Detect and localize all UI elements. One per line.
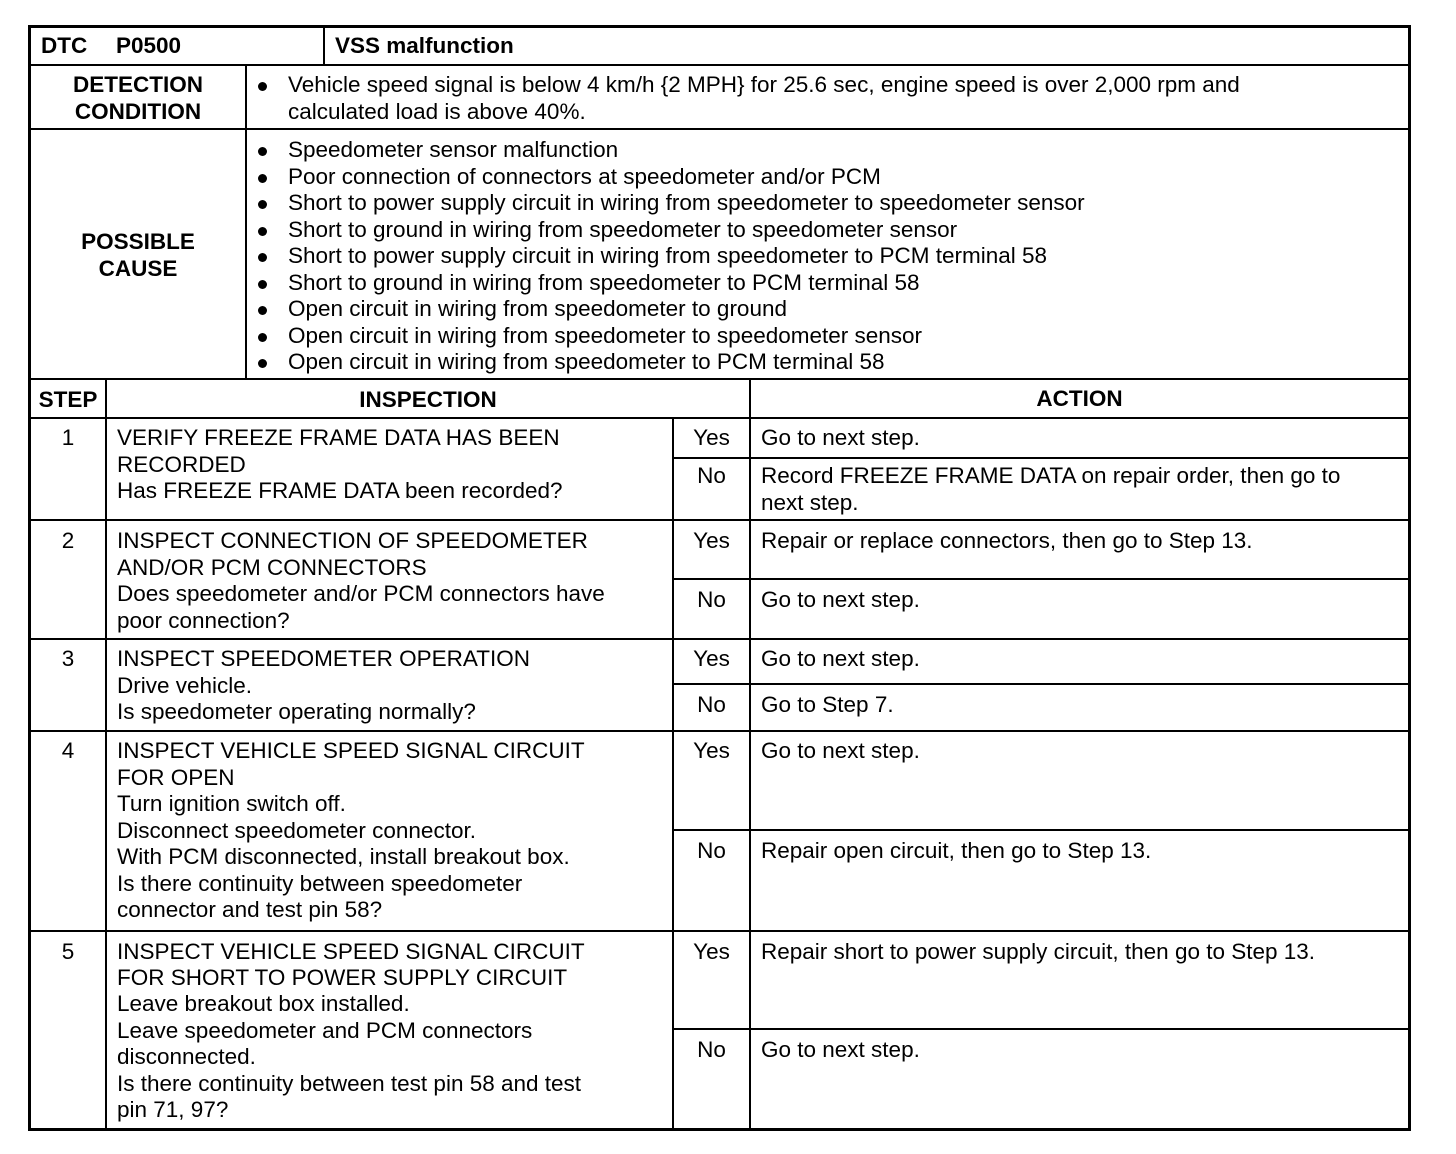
dtc-code: P0500	[116, 33, 182, 58]
bullet-icon	[258, 200, 267, 209]
rule	[105, 378, 107, 1131]
no-label: No	[697, 1037, 726, 1062]
rule	[28, 378, 1411, 380]
cause-item: Short to ground in wiring from speedometer to PCM terminal 58	[288, 270, 920, 295]
rule	[28, 638, 1411, 640]
cause-item: Poor connection of connectors at speedometer and/or PCM	[288, 164, 881, 189]
inspection-line: Does speedometer and/or PCM connectors have	[117, 581, 605, 606]
inspection-line: Turn ignition switch off.	[117, 791, 346, 816]
dtc-label: DTC	[41, 33, 88, 58]
rule	[672, 578, 1411, 580]
rule	[245, 64, 247, 380]
yes-action-line: Go to next step.	[761, 646, 920, 671]
yes-label: Yes	[693, 528, 730, 553]
bullet-icon	[258, 147, 267, 156]
step-number: 1	[61, 425, 75, 450]
inspection-line: Leave breakout box installed.	[117, 991, 410, 1016]
yes-label: Yes	[693, 646, 730, 671]
detection-item-line: calculated load is above 40%.	[288, 99, 586, 124]
rule	[672, 829, 1411, 831]
inspection-line: pin 71, 97?	[117, 1097, 229, 1122]
no-action-line: Repair open circuit, then go to Step 13.	[761, 838, 1152, 863]
yes-action-line: Repair or replace connectors, then go to Step 13.	[761, 528, 1253, 553]
bullet-icon	[258, 227, 267, 236]
no-action-line: next step.	[761, 490, 859, 515]
bullet-icon	[258, 280, 267, 289]
detection-item-line: Vehicle speed signal is below 4 km/h {2 MPH} for 25.6 sec, engine speed is over 2,000 rpm and	[288, 72, 1240, 97]
step-number: 4	[61, 738, 75, 763]
inspection-line: Has FREEZE FRAME DATA been recorded?	[117, 478, 563, 503]
no-action-line: Record FREEZE FRAME DATA on repair order, then go to	[761, 463, 1341, 488]
no-label: No	[697, 587, 726, 612]
inspection-line: RECORDED	[117, 452, 246, 477]
rule	[672, 457, 1411, 459]
border-top	[28, 25, 1411, 28]
step-number: 2	[61, 528, 75, 553]
rule	[28, 930, 1411, 932]
rule	[28, 417, 1411, 419]
column-header-inspection: INSPECTION	[359, 387, 497, 412]
cause-item: Short to power supply circuit in wiring from speedometer to PCM terminal 58	[288, 243, 1048, 268]
inspection-line: Is there continuity between test pin 58 and test	[117, 1071, 582, 1096]
inspection-line: poor connection?	[117, 608, 290, 633]
bullet-icon	[258, 253, 267, 262]
inspection-line: disconnected.	[117, 1044, 256, 1069]
column-header-action: ACTION	[1036, 386, 1123, 411]
bullet-icon	[258, 82, 267, 91]
possible-cause-label-line: POSSIBLE	[81, 229, 195, 254]
inspection-line: INSPECT VEHICLE SPEED SIGNAL CIRCUIT	[117, 939, 585, 964]
inspection-line: FOR SHORT TO POWER SUPPLY CIRCUIT	[117, 965, 568, 990]
inspection-line: Drive vehicle.	[117, 673, 253, 698]
cause-item: Open circuit in wiring from speedometer to PCM terminal 58	[288, 349, 885, 374]
rule	[28, 730, 1411, 732]
no-label: No	[697, 838, 726, 863]
yes-label: Yes	[693, 425, 730, 450]
no-action-line: Go to Step 7.	[761, 692, 894, 717]
cause-item: Short to power supply circuit in wiring from speedometer to speedometer sensor	[288, 190, 1085, 215]
bullet-icon	[258, 359, 267, 368]
no-label: No	[697, 692, 726, 717]
yes-action-line: Go to next step.	[761, 425, 920, 450]
inspection-line: INSPECT SPEEDOMETER OPERATION	[117, 646, 530, 671]
detection-label-line: CONDITION	[74, 99, 202, 124]
rule	[672, 683, 1411, 685]
no-label: No	[697, 463, 726, 488]
yes-action-line: Go to next step.	[761, 738, 920, 763]
rule	[672, 417, 674, 1131]
yes-label: Yes	[693, 939, 730, 964]
yes-label: Yes	[693, 738, 730, 763]
cause-item: Open circuit in wiring from speedometer to speedometer sensor	[288, 323, 923, 348]
inspection-line: INSPECT CONNECTION OF SPEEDOMETER	[117, 528, 588, 553]
no-action-line: Go to next step.	[761, 587, 920, 612]
inspection-line: Disconnect speedometer connector.	[117, 818, 476, 843]
rule	[323, 25, 325, 66]
step-number: 5	[61, 939, 75, 964]
possible-cause-label-line: CAUSE	[98, 256, 178, 281]
rule	[28, 519, 1411, 521]
inspection-line: With PCM disconnected, install breakout box.	[117, 844, 570, 869]
inspection-line: Is there continuity between speedometer	[117, 871, 523, 896]
dtc-title: VSS malfunction	[335, 33, 514, 58]
no-action-line: Go to next step.	[761, 1037, 920, 1062]
inspection-line: INSPECT VEHICLE SPEED SIGNAL CIRCUIT	[117, 738, 585, 763]
bullet-icon	[258, 306, 267, 315]
rule	[28, 128, 1411, 130]
inspection-line: AND/OR PCM CONNECTORS	[117, 555, 427, 580]
cause-item: Open circuit in wiring from speedometer to ground	[288, 296, 787, 321]
cause-item: Short to ground in wiring from speedometer to speedometer sensor	[288, 217, 958, 242]
column-header-step: STEP	[38, 387, 98, 412]
bullet-icon	[258, 333, 267, 342]
inspection-line: FOR OPEN	[117, 765, 235, 790]
inspection-line: Leave speedometer and PCM connectors	[117, 1018, 533, 1043]
step-number: 3	[61, 646, 75, 671]
yes-action-line: Repair short to power supply circuit, then go to Step 13.	[761, 939, 1316, 964]
inspection-line: connector and test pin 58?	[117, 897, 383, 922]
bullet-icon	[258, 174, 267, 183]
inspection-line: VERIFY FREEZE FRAME DATA HAS BEEN	[117, 425, 560, 450]
inspection-line: Is speedometer operating normally?	[117, 699, 476, 724]
detection-label-line: DETECTION	[72, 72, 203, 97]
rule	[749, 378, 751, 1131]
rule	[672, 1028, 1411, 1030]
cause-item: Speedometer sensor malfunction	[288, 137, 619, 162]
border-bottom	[28, 1128, 1411, 1131]
rule	[28, 64, 1411, 66]
